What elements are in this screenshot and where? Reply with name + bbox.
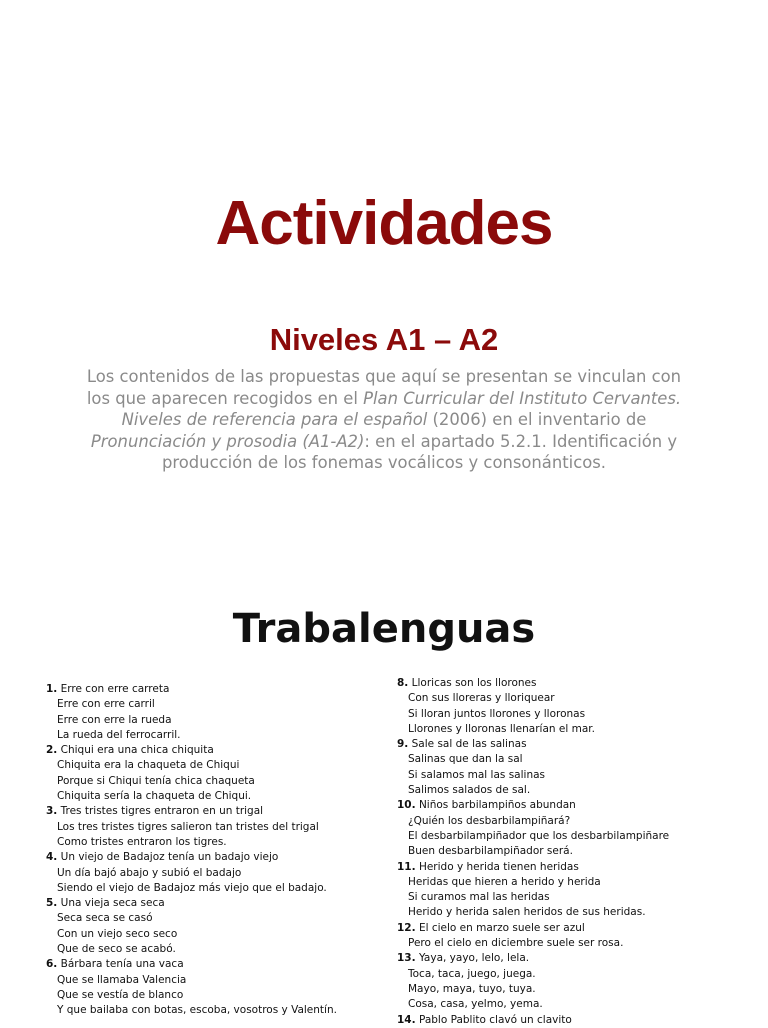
tongue-twister-line xyxy=(46,758,376,773)
tongue-twister-line xyxy=(397,691,727,706)
line-text: Y que bailaba con botas, escoba, vosotros y Valentín. xyxy=(57,1004,337,1017)
page-title: Actividades xyxy=(215,189,553,258)
line-text: Lloricas son los llorones xyxy=(411,677,537,689)
line-text: Pero el cielo en diciembre suele ser rosa. xyxy=(408,937,624,950)
tongue-twister-first-line xyxy=(46,743,376,758)
line-text: Que se vestía de blanco xyxy=(57,988,184,1001)
intro-paragraph xyxy=(74,366,694,474)
intro-text-1: Los contenidos de las propuestas que aquí se presentan se vinculan con los que aparecen recogidos en el xyxy=(86,367,682,408)
line-text: Sale sal de las salinas xyxy=(411,738,527,751)
line-text: Si lloran juntos llorones y lloronas xyxy=(408,707,586,720)
tongue-twister-line xyxy=(397,875,727,890)
tongue-twister-line xyxy=(46,988,376,1003)
line-text: Bárbara tenía una vaca xyxy=(60,958,184,971)
tongue-twister-first-line xyxy=(397,951,727,966)
line-text: Herido y herida tienen heridas xyxy=(418,860,579,873)
tongue-twister-first-line xyxy=(397,737,727,752)
tongue-twister-line xyxy=(46,927,376,942)
tongue-twister-first-line xyxy=(397,1013,727,1028)
line-text: Llorones y lloronas llenarían el mar. xyxy=(408,722,595,735)
line-text: Que se llamaba Valencia xyxy=(57,973,187,986)
line-text: El cielo en marzo suele ser azul xyxy=(418,921,585,934)
tongue-twister-line xyxy=(397,844,727,859)
line-text: Mayo, maya, tuyo, tuya. xyxy=(408,982,536,995)
tongue-twister-line xyxy=(397,967,727,982)
line-text: Porque si Chiqui tenía chica chaqueta xyxy=(57,774,255,787)
tongue-twister-line xyxy=(397,722,727,737)
item-number: 2. xyxy=(46,744,58,757)
tongue-twister-line xyxy=(46,789,376,804)
tongue-twister-line xyxy=(397,829,727,844)
line-text: Un viejo de Badajoz tenía un badajo viejo xyxy=(60,851,279,864)
line-text: Los tres tristes tigres salieron tan tristes del trigal xyxy=(57,820,319,833)
tongue-twister-line xyxy=(46,728,376,743)
item-number: 12. xyxy=(397,921,416,934)
item-number: 5. xyxy=(46,897,58,910)
intro-italic-inventory: Pronunciación y prosodia (A1-A2) xyxy=(90,431,365,451)
line-text: Salinas que dan la sal xyxy=(408,753,523,766)
tongue-twister-line xyxy=(46,774,376,789)
item-number: 9. xyxy=(397,738,409,751)
tongue-twister-first-line xyxy=(397,860,727,875)
line-text: Si salamos mal las salinas xyxy=(408,768,546,781)
line-text: Como tristes entraron los tigres. xyxy=(57,835,227,848)
tongue-twister-line xyxy=(397,936,727,951)
line-text: Cosa, casa, yelmo, yema. xyxy=(408,998,543,1011)
tongue-twister-line xyxy=(46,866,376,881)
tongue-twister-first-line xyxy=(46,850,376,865)
intro-text-3: : en el apartado 5.2.1. Identificación y producción de los fonemas vocálicos y consonánticos. xyxy=(161,431,678,472)
line-text: Toca, taca, juego, juega. xyxy=(408,967,536,980)
line-text: Yaya, yayo, lelo, lela. xyxy=(418,952,530,965)
item-number: 14. xyxy=(397,1013,416,1026)
tongue-twister-line xyxy=(46,973,376,988)
line-text: Salimos salados de sal. xyxy=(408,784,531,797)
tongue-twister-line xyxy=(46,713,376,728)
line-text: Pablo Pablito clavó un clavito xyxy=(418,1013,572,1026)
tongue-twister-line xyxy=(397,890,727,905)
levels-subtitle: Niveles A1 – A2 xyxy=(269,322,499,357)
line-text: Heridas que hieren a herido y herida xyxy=(408,875,601,888)
tongue-twister-first-line xyxy=(46,682,376,697)
line-text: Erre con erre carreta xyxy=(60,683,170,695)
line-text: Con sus lloreras y lloriquear xyxy=(408,692,555,705)
line-text: Siendo el viejo de Badajoz más viejo que el badajo. xyxy=(57,881,327,894)
item-number: 6. xyxy=(46,958,58,971)
line-text: La rueda del ferrocarril. xyxy=(57,728,181,741)
tongue-twister-line xyxy=(46,942,376,957)
item-number: 13. xyxy=(397,952,416,965)
item-number: 10. xyxy=(397,799,416,812)
tongue-twister-line xyxy=(46,1003,376,1018)
tongue-twister-line xyxy=(397,783,727,798)
tongue-twister-first-line xyxy=(46,957,376,972)
tongue-twister-line xyxy=(397,752,727,767)
line-text: Chiqui era una chica chiquita xyxy=(60,744,214,757)
tongue-twister-line xyxy=(46,911,376,926)
tongue-twister-line xyxy=(397,814,727,829)
line-text: Herido y herida salen heridos de sus heridas. xyxy=(408,906,646,919)
intro-text-2: (2006) en el inventario de xyxy=(427,410,647,429)
line-text: Un día bajó abajo y subió el badajo xyxy=(57,866,242,879)
line-text: Niños barbilampiños abundan xyxy=(418,799,576,812)
line-text: Tres tristes tigres entraron en un trigal xyxy=(60,805,264,818)
tongue-twister-line xyxy=(46,697,376,712)
tongue-twister-line xyxy=(46,835,376,850)
item-number: 3. xyxy=(46,805,58,818)
line-text: Una vieja seca seca xyxy=(60,897,165,910)
line-text: ¿Quién los desbarbilampiñará? xyxy=(408,814,571,827)
tongue-twister-first-line xyxy=(397,921,727,936)
tongue-twister-first-line xyxy=(46,804,376,819)
tongue-twister-line xyxy=(397,997,727,1012)
line-text: Erre con erre carril xyxy=(57,698,155,711)
line-text: Seca seca se casó xyxy=(57,912,153,925)
item-number: 8. xyxy=(397,677,409,689)
tongue-twister-line xyxy=(397,982,727,997)
line-text: El desbarbilampiñador que los desbarbilampiñare xyxy=(408,829,670,842)
tongue-twister-line xyxy=(46,820,376,835)
line-text: Si curamos mal las heridas xyxy=(408,891,550,904)
line-text: Erre con erre la rueda xyxy=(57,713,172,726)
tongue-twister-first-line xyxy=(397,798,727,813)
section-title-trabalenguas: Trabalenguas xyxy=(232,606,536,652)
tongue-twisters-right-column xyxy=(397,676,727,1028)
tongue-twister-first-line xyxy=(46,896,376,911)
line-text: Chiquita era la chaqueta de Chiqui xyxy=(57,759,240,772)
tongue-twister-line xyxy=(397,768,727,783)
tongue-twisters-left-column xyxy=(46,682,376,1019)
tongue-twister-line xyxy=(397,905,727,920)
tongue-twister-first-line xyxy=(397,676,727,691)
line-text: Que de seco se acabó. xyxy=(57,943,176,956)
tongue-twister-line xyxy=(46,881,376,896)
line-text: Buen desbarbilampiñador será. xyxy=(408,845,573,858)
item-number: 4. xyxy=(46,851,58,864)
intro-italic-plan: Plan Curricular del Instituto Cervantes. Niveles de referencia para el español xyxy=(121,388,682,429)
item-number: 11. xyxy=(397,860,416,873)
tongue-twister-line xyxy=(397,707,727,722)
line-text: Chiquita sería la chaqueta de Chiqui. xyxy=(57,790,252,803)
item-number: 1. xyxy=(46,683,58,695)
line-text: Con un viejo seco seco xyxy=(57,927,178,940)
